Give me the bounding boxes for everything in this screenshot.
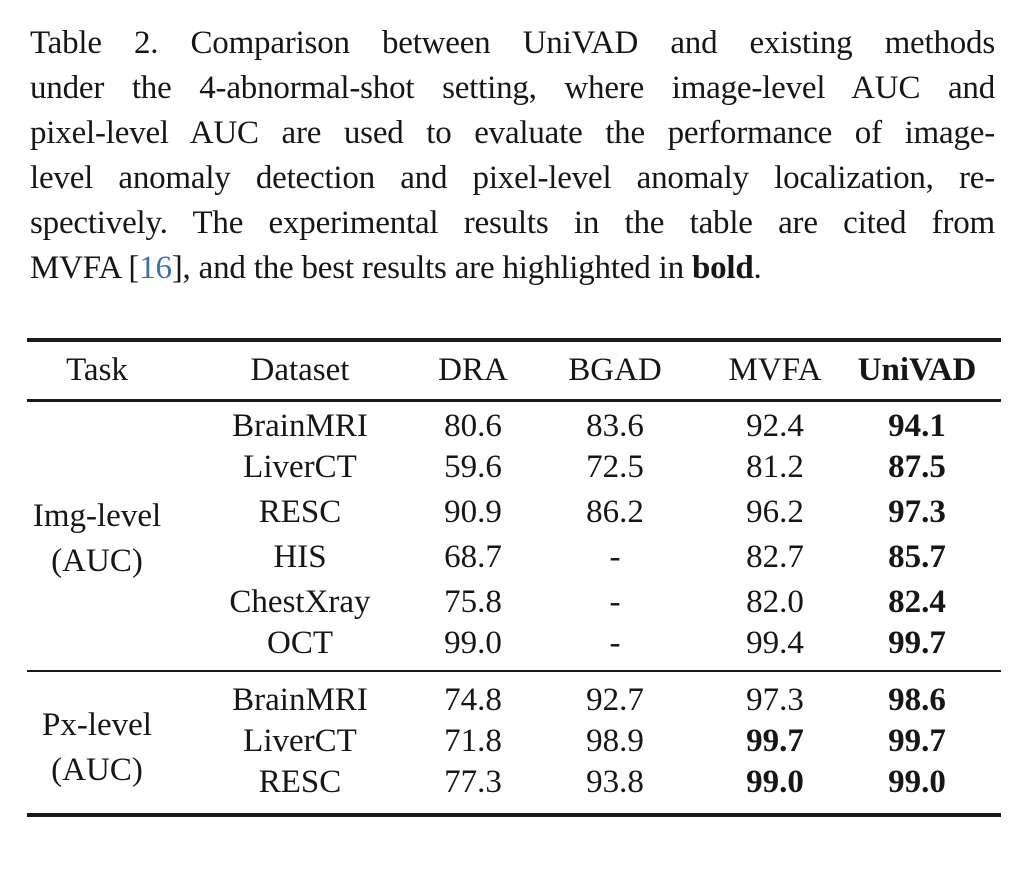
table-row (27, 580, 1001, 625)
task-group-px-level (27, 671, 167, 815)
table-row (27, 671, 1001, 719)
results-table (27, 338, 1001, 817)
caption-text: MVFA [ (30, 250, 140, 286)
table-row (27, 445, 1001, 490)
cell-univad: 82.4 (888, 584, 946, 620)
cell-dataset: HIS (273, 539, 327, 575)
table-row (27, 719, 1001, 764)
cell-bgad: 98.9 (586, 723, 644, 759)
table-row (27, 490, 1001, 535)
citation-link-16[interactable]: 16 (139, 250, 172, 286)
cell-univad: 98.6 (888, 682, 946, 718)
cell-mvfa: 96.2 (746, 494, 804, 530)
cell-mvfa: 82.7 (746, 539, 804, 575)
cell-bgad: 86.2 (586, 494, 644, 530)
cell-dataset: OCT (267, 625, 333, 661)
cell-univad: 85.7 (888, 539, 946, 575)
col-header-mvfa: MVFA (728, 351, 822, 388)
cell-mvfa: 82.0 (746, 584, 804, 620)
cell-bgad: 93.8 (586, 764, 644, 800)
col-header-dataset: Dataset (250, 351, 350, 388)
cell-dra: 71.8 (444, 723, 502, 759)
caption-line: spectively. The experimental results in the table are cited from (30, 205, 995, 241)
cell-univad: 99.0 (888, 764, 946, 800)
cell-dra: 75.8 (444, 584, 502, 620)
table-row (27, 400, 1001, 445)
cell-dataset: LiverCT (243, 449, 357, 485)
caption-line: Table 2. Comparison between UniVAD and existing methods (30, 25, 995, 61)
cell-univad: 99.7 (888, 625, 946, 661)
cell-dataset: BrainMRI (232, 682, 368, 718)
cell-univad: 99.7 (888, 723, 946, 759)
table-row (27, 535, 1001, 580)
col-header-dra: DRA (438, 351, 508, 388)
cell-dra: 99.0 (444, 625, 502, 661)
cell-dataset: RESC (258, 764, 342, 800)
cell-dataset: ChestXray (229, 584, 371, 620)
table-caption (0, 0, 1024, 291)
caption-line: level anomaly detection and pixel-level anomaly localization, re- (30, 160, 995, 196)
cell-dataset: LiverCT (243, 723, 357, 759)
caption-line: pixel-level AUC are used to evaluate the performance of image- (30, 115, 995, 151)
task-label-line2: (AUC) (51, 751, 143, 788)
cell-bgad: 92.7 (586, 682, 644, 718)
cell-bgad: - (609, 625, 621, 661)
task-label-line1: Img-level (32, 497, 162, 534)
caption-text: . (753, 250, 762, 286)
caption-bold-word: bold (691, 250, 754, 286)
cell-bgad: - (609, 584, 621, 620)
cell-dataset: BrainMRI (232, 407, 368, 444)
caption-line (30, 246, 995, 291)
cell-dra: 77.3 (444, 764, 502, 800)
cell-univad: 97.3 (888, 494, 946, 530)
cell-dra: 59.6 (444, 449, 502, 485)
table-header-row (27, 340, 1001, 400)
cell-mvfa: 99.4 (746, 625, 804, 661)
col-header-task: Task (66, 351, 128, 388)
cell-bgad: - (609, 539, 621, 575)
cell-dra: 68.7 (444, 539, 502, 575)
cell-univad: 87.5 (888, 449, 946, 485)
task-group-img-level (27, 400, 167, 671)
cell-mvfa: 99.7 (746, 723, 804, 759)
col-header-bgad: BGAD (568, 351, 662, 388)
table-row (27, 625, 1001, 671)
table-row (27, 764, 1001, 815)
cell-mvfa: 81.2 (746, 449, 804, 485)
caption-line: under the 4-abnormal-shot setting, where image-level AUC and (30, 70, 995, 106)
cell-bgad: 72.5 (586, 449, 644, 485)
col-header-univad: UniVAD (857, 351, 977, 388)
px-level-group (27, 671, 1001, 815)
caption-text: ], and the best results are highlighted in (171, 250, 692, 286)
img-level-group (27, 400, 1001, 671)
cell-bgad: 83.6 (586, 407, 644, 444)
cell-mvfa: 99.0 (746, 764, 804, 800)
cell-mvfa: 92.4 (746, 407, 804, 444)
cell-dra: 90.9 (444, 494, 502, 530)
cell-mvfa: 97.3 (746, 682, 804, 718)
task-label-line1: Px-level (42, 706, 152, 743)
task-label-line2: (AUC) (51, 542, 143, 579)
cell-dataset: RESC (258, 494, 342, 530)
cell-dra: 74.8 (444, 682, 502, 718)
cell-univad: 94.1 (888, 407, 946, 444)
cell-dra: 80.6 (444, 407, 502, 444)
